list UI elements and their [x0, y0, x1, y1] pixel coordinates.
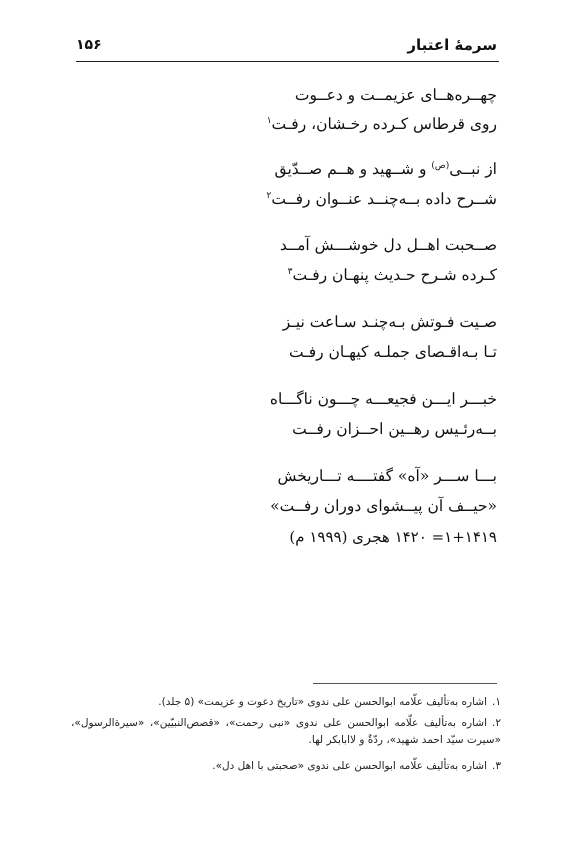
- page-number: ۱۵۶: [76, 37, 102, 53]
- footnote-rule: [313, 683, 497, 684]
- running-title: سرمهٔ اعتبار: [407, 36, 497, 54]
- footnote-ref: ۲: [266, 190, 272, 201]
- verse-line: بــه‌رئـیس رهــین احــزان رفــت: [292, 420, 497, 438]
- verse-line: صــحبت اهــل دل خوشـــش آمــد: [279, 236, 497, 254]
- honorific: (ص): [431, 160, 450, 171]
- verse-line: از نبــی$^{(ص)}$ و شــهید و هــم صــدّیق: [274, 160, 497, 178]
- verse-line: «حیــف آن پیــشوای دوران رفــت»: [270, 497, 497, 515]
- verse-line: خبـــر ایـــن فجیعـــه چـــون ناگـــاه: [269, 390, 497, 408]
- verse-line: کـرده شـرح حـدیث پنهـان رفـت$^۳$: [287, 266, 497, 284]
- header-rule: [76, 61, 499, 62]
- footnote: ۳.اشاره به‌تألیف علّامه ابوالحسن علی ندوی «صحبتی با اهل دل».: [212, 760, 501, 772]
- verse-line: شــرح داده بــه‌چنــد عنــوان رفــت$^۲$: [266, 190, 497, 208]
- verse-line: چهــره‌هــای عزیمــت و دعــوت: [294, 86, 497, 104]
- verse-line: تـا بـه‌اقـصای جملـه کیهـان رفـت: [288, 343, 497, 361]
- footnote: ۱.اشاره به‌تألیف علّامه ابوالحسن علی ندوی «تاریخ دعوت و عزیمت» (۵ جلد).: [158, 696, 501, 708]
- footnote: ۲.اشاره به‌تألیف علّامه ابوالحسن علی ندوی «نبی رحمت»، «قصص‌النبیّین»، «سیرةالرسول»، «سیرت سیّد احمد شهید»، ردّةٌ و لاابابکر لها.: [71, 717, 501, 746]
- verse-line: روی قرطاس کـرده رخـشان، رفـت$^۱$: [266, 115, 497, 133]
- footnote-ref: ۳: [287, 266, 293, 277]
- date-line: ۱+۱۴۱۹= ۱۴۲۰ هجری (۱۹۹۹ م): [289, 528, 497, 546]
- verse-line: بـــا ســـر «آه» گفتــــه تـــاریخش: [277, 467, 497, 485]
- verse-line: صـیت فـوتش بـه‌چنـد سـاعت نیـز: [282, 313, 497, 331]
- footnote-ref: ۱: [266, 115, 272, 126]
